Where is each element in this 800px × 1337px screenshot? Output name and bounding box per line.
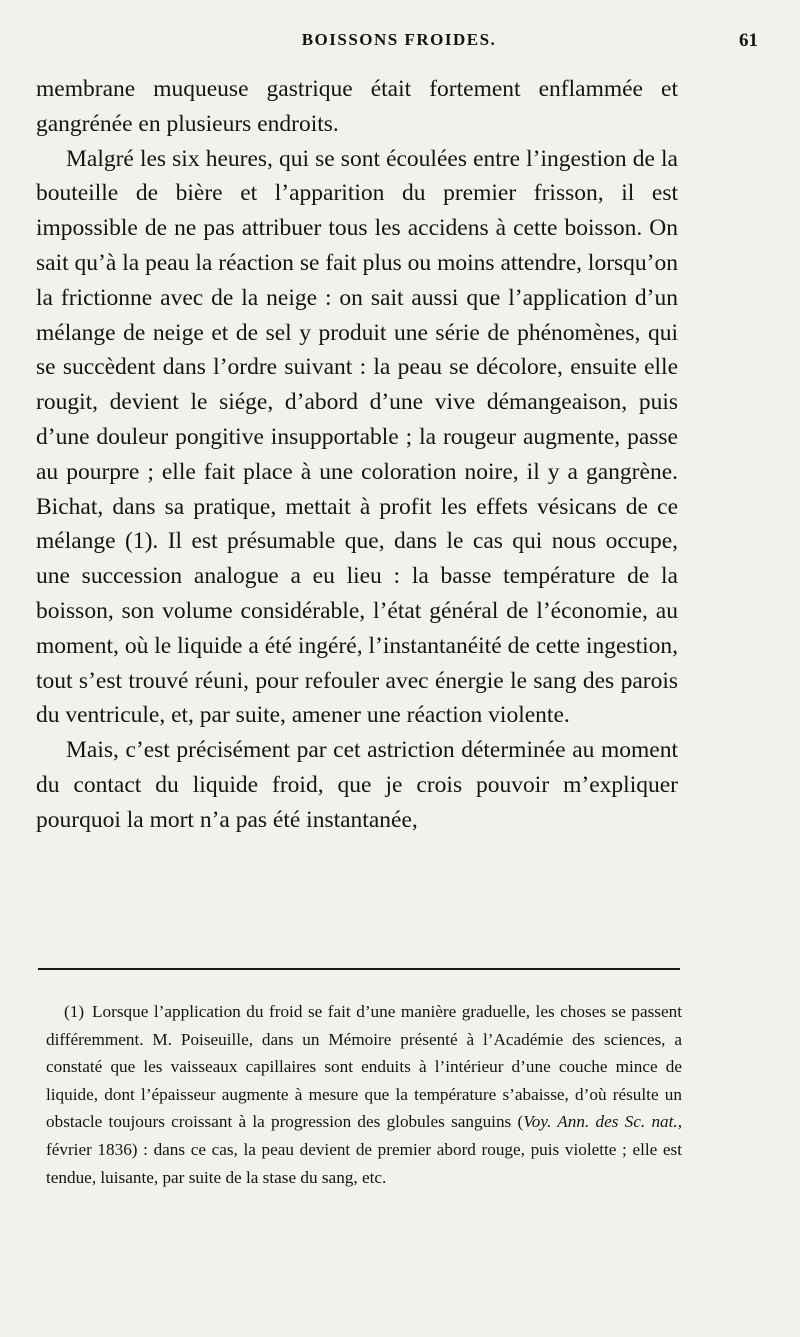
paragraph-continued: membrane muqueuse gastrique était fortement enflammée et gangrénée en plusieurs endroits.	[36, 76, 678, 137]
footnote-text-part-1: Lorsque l’application du froid se fait d’une manière graduelle, les choses se passent différemment. M. Poiseuille, dans un Mémoire présenté à l’Académie des sciences, a constaté que les vaisseaux capillaires sont enduits à l’intérieur d’une couche mince de liquide, dont l’épaisseur augmente à mesure que la température s’abaisse, d’où résulte un obstacle toujours croissant à la progression des globules sanguins (	[46, 1002, 682, 1132]
footnote-divider	[38, 968, 680, 970]
page-header	[36, 30, 762, 60]
page-number: 61	[739, 30, 758, 51]
footnote-paragraph	[46, 998, 682, 1191]
body-text	[36, 72, 678, 838]
footnote-citation: Voy. Ann. des Sc. nat.	[523, 1112, 678, 1132]
running-head: BOISSONS FROIDES.	[301, 30, 497, 49]
footnote	[46, 998, 682, 1191]
paragraph: Malgré les six heures, qui se sont écoulées entre l’ingestion de la bouteille de bière et l’apparition du premier frisson, il est impossible de ne pas attribuer tous les accidens à cette boisson. On sait qu’à la peau la réaction se fait plus ou moins attendre, lorsqu’on la frictionne avec de la neige : on sait aussi que l’application d’un mélange de neige et de sel y produit une série de phénomènes, qui se succèdent dans l’ordre suivant : la peau se décolore, ensuite elle rougit, devient le siége, d’abord d’une vive démangeaison, puis d’une douleur pongitive insupportable ; la rougeur augmente, passe au pourpre ; elle fait place à une coloration noire, il y a gangrène. Bichat, dans sa pratique, mettait à profit les effets vésicans de ce mélange (1). Il est présumable que, dans le cas qui nous occupe, une succession analogue a eu lieu : la basse température de la boisson, son volume considérable, l’état général de l’économie, au moment, où le liquide a été ingéré, l’instantanéité de cette ingestion, tout s’est trouvé réuni, pour refouler avec énergie le sang des parois du ventricule, et, par suite, amener une réaction violente.	[36, 145, 678, 729]
footnote-text-part-2: , février 1836) : dans ce cas, la peau devient de premier abord rouge, puis violette ; elle est tendue, luisante, par suite de la stase du sang, etc.	[46, 1112, 682, 1187]
footnote-marker: (1)	[64, 1002, 85, 1021]
paragraph: Mais, c’est précisément par cet astriction déterminée au moment du contact du liquide froid, que je crois pouvoir m’expliquer pourquoi la mort n’a pas été instantanée,	[36, 737, 678, 833]
